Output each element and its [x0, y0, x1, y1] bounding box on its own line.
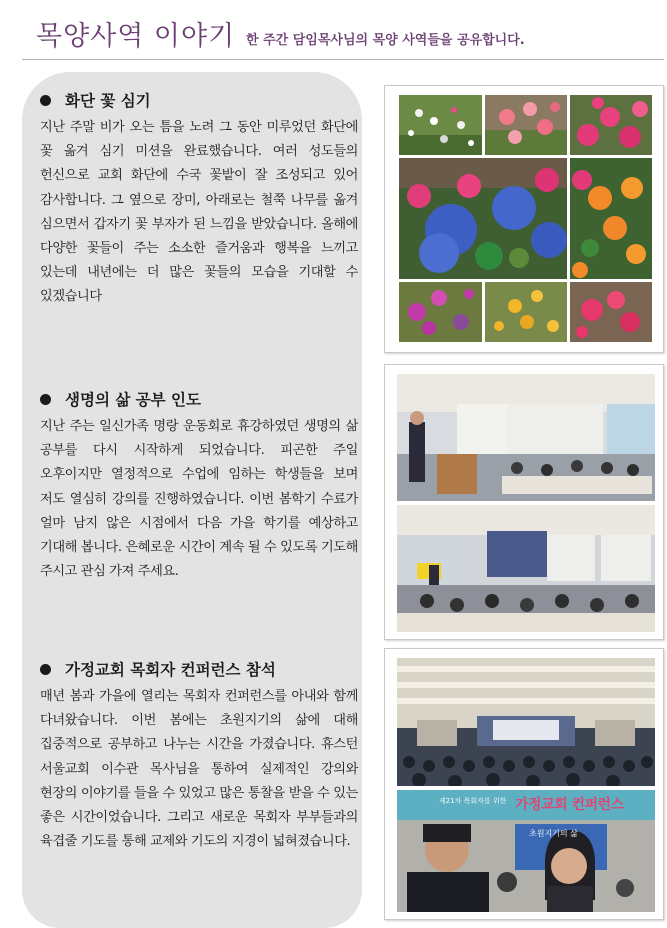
- section-heading: [40, 88, 358, 112]
- classroom-photo-frame: [384, 364, 664, 640]
- conference-selfie-photo: [397, 790, 655, 912]
- section-heading-text: 화단 꽃 심기: [65, 92, 151, 110]
- section-body: 지난 주말 비가 오는 틈을 노려 그 동안 미루었던 화단에 꽃 옮겨 심기 미션을 완료했습니다. 여러 성도들의 헌신으로 교회 화단에 수국 꽃밭이 잘 조성되고 있어 감사합니다. 그 옆으로 장미, 아래로는 철쭉 나무를 옮겨 심으면서 갑자기 꽃 부자가 된 느낌을 받았습니다. 올해에 다양한 꽃들이 주는 소소한 즐거움과 행복을 느끼고 있는데 내년에는 더 많은 꽃들의 모습을 기대할 수 있겠습니다: [40, 120, 358, 305]
- bullet-icon: [40, 394, 51, 405]
- flower-photo: [570, 282, 652, 342]
- section-life-study: [40, 387, 358, 584]
- header-divider: [22, 59, 664, 60]
- classroom-photo: [397, 374, 655, 501]
- section-heading: [40, 387, 358, 411]
- classroom-photo: [397, 505, 655, 632]
- flower-photo-collage: [384, 85, 664, 353]
- flower-photo: [485, 95, 567, 155]
- section-heading: [40, 657, 358, 681]
- page-header: [0, 0, 667, 60]
- conference-hall-photo: [397, 658, 655, 786]
- conference-screen-text: 초원지기의 삶: [529, 829, 578, 838]
- conference-banner-text: 가정교회 컨퍼런스: [515, 797, 624, 813]
- flower-photo: [399, 282, 482, 342]
- section-body: 매년 봄과 가을에 열리는 목회자 컨퍼런스를 아내와 함께 다녀왔습니다. 이번 봄에는 초원지기의 삶에 대해 집중적으로 공부하고 나누는 시간을 가졌습니다. 휴스턴 서울교회 이수관 목사님을 통하여 실제적인 강의와 현장의 이야기를 들을 수 있었고 많은 통찰을 받을 수 있는 좋은 시간이었습니다. 그리고 새로운 목회자 부부들과의 육겹줄 기도를 통해 교제와 기도의 지경이 넓혀졌습니다.: [40, 689, 358, 850]
- page-title: 목양사역 이야기: [36, 21, 236, 52]
- section-flower-planting: [40, 88, 358, 310]
- flower-photo: [485, 282, 567, 342]
- section-body: 지난 주는 일신가족 명랑 운동회로 휴강하였던 생명의 삶 공부를 다시 시작하게 되었습니다. 피곤한 주일 오후이지만 열정적으로 수업에 임하는 학생들을 보며 저도 열심히 강의를 진행하였습니다. 이번 봄학기 수료가 얼마 남지 않은 시점에서 다음 가을 학기를 예상하고 기대해 봅니다. 은혜로운 시간이 계속 될 수 있도록 기도해 주시고 관심 가져 주세요.: [40, 419, 358, 580]
- section-pastor-conference: [40, 657, 358, 854]
- flower-photo: [570, 95, 652, 155]
- page-subtitle: 한 주간 담임목사님의 목양 사역들을 공유합니다.: [246, 33, 525, 48]
- flower-photo: [399, 95, 482, 155]
- flower-photo: [570, 158, 652, 279]
- conference-photo-frame: [384, 648, 664, 920]
- section-heading-text: 가정교회 목회자 컨퍼런스 참석: [65, 661, 276, 679]
- bullet-icon: [40, 95, 51, 106]
- bullet-icon: [40, 664, 51, 675]
- section-heading-text: 생명의 삶 공부 인도: [65, 391, 201, 409]
- hydrangea-photo: [399, 158, 567, 279]
- conference-banner-small-text: 제21차 목회자를 위한: [439, 797, 507, 805]
